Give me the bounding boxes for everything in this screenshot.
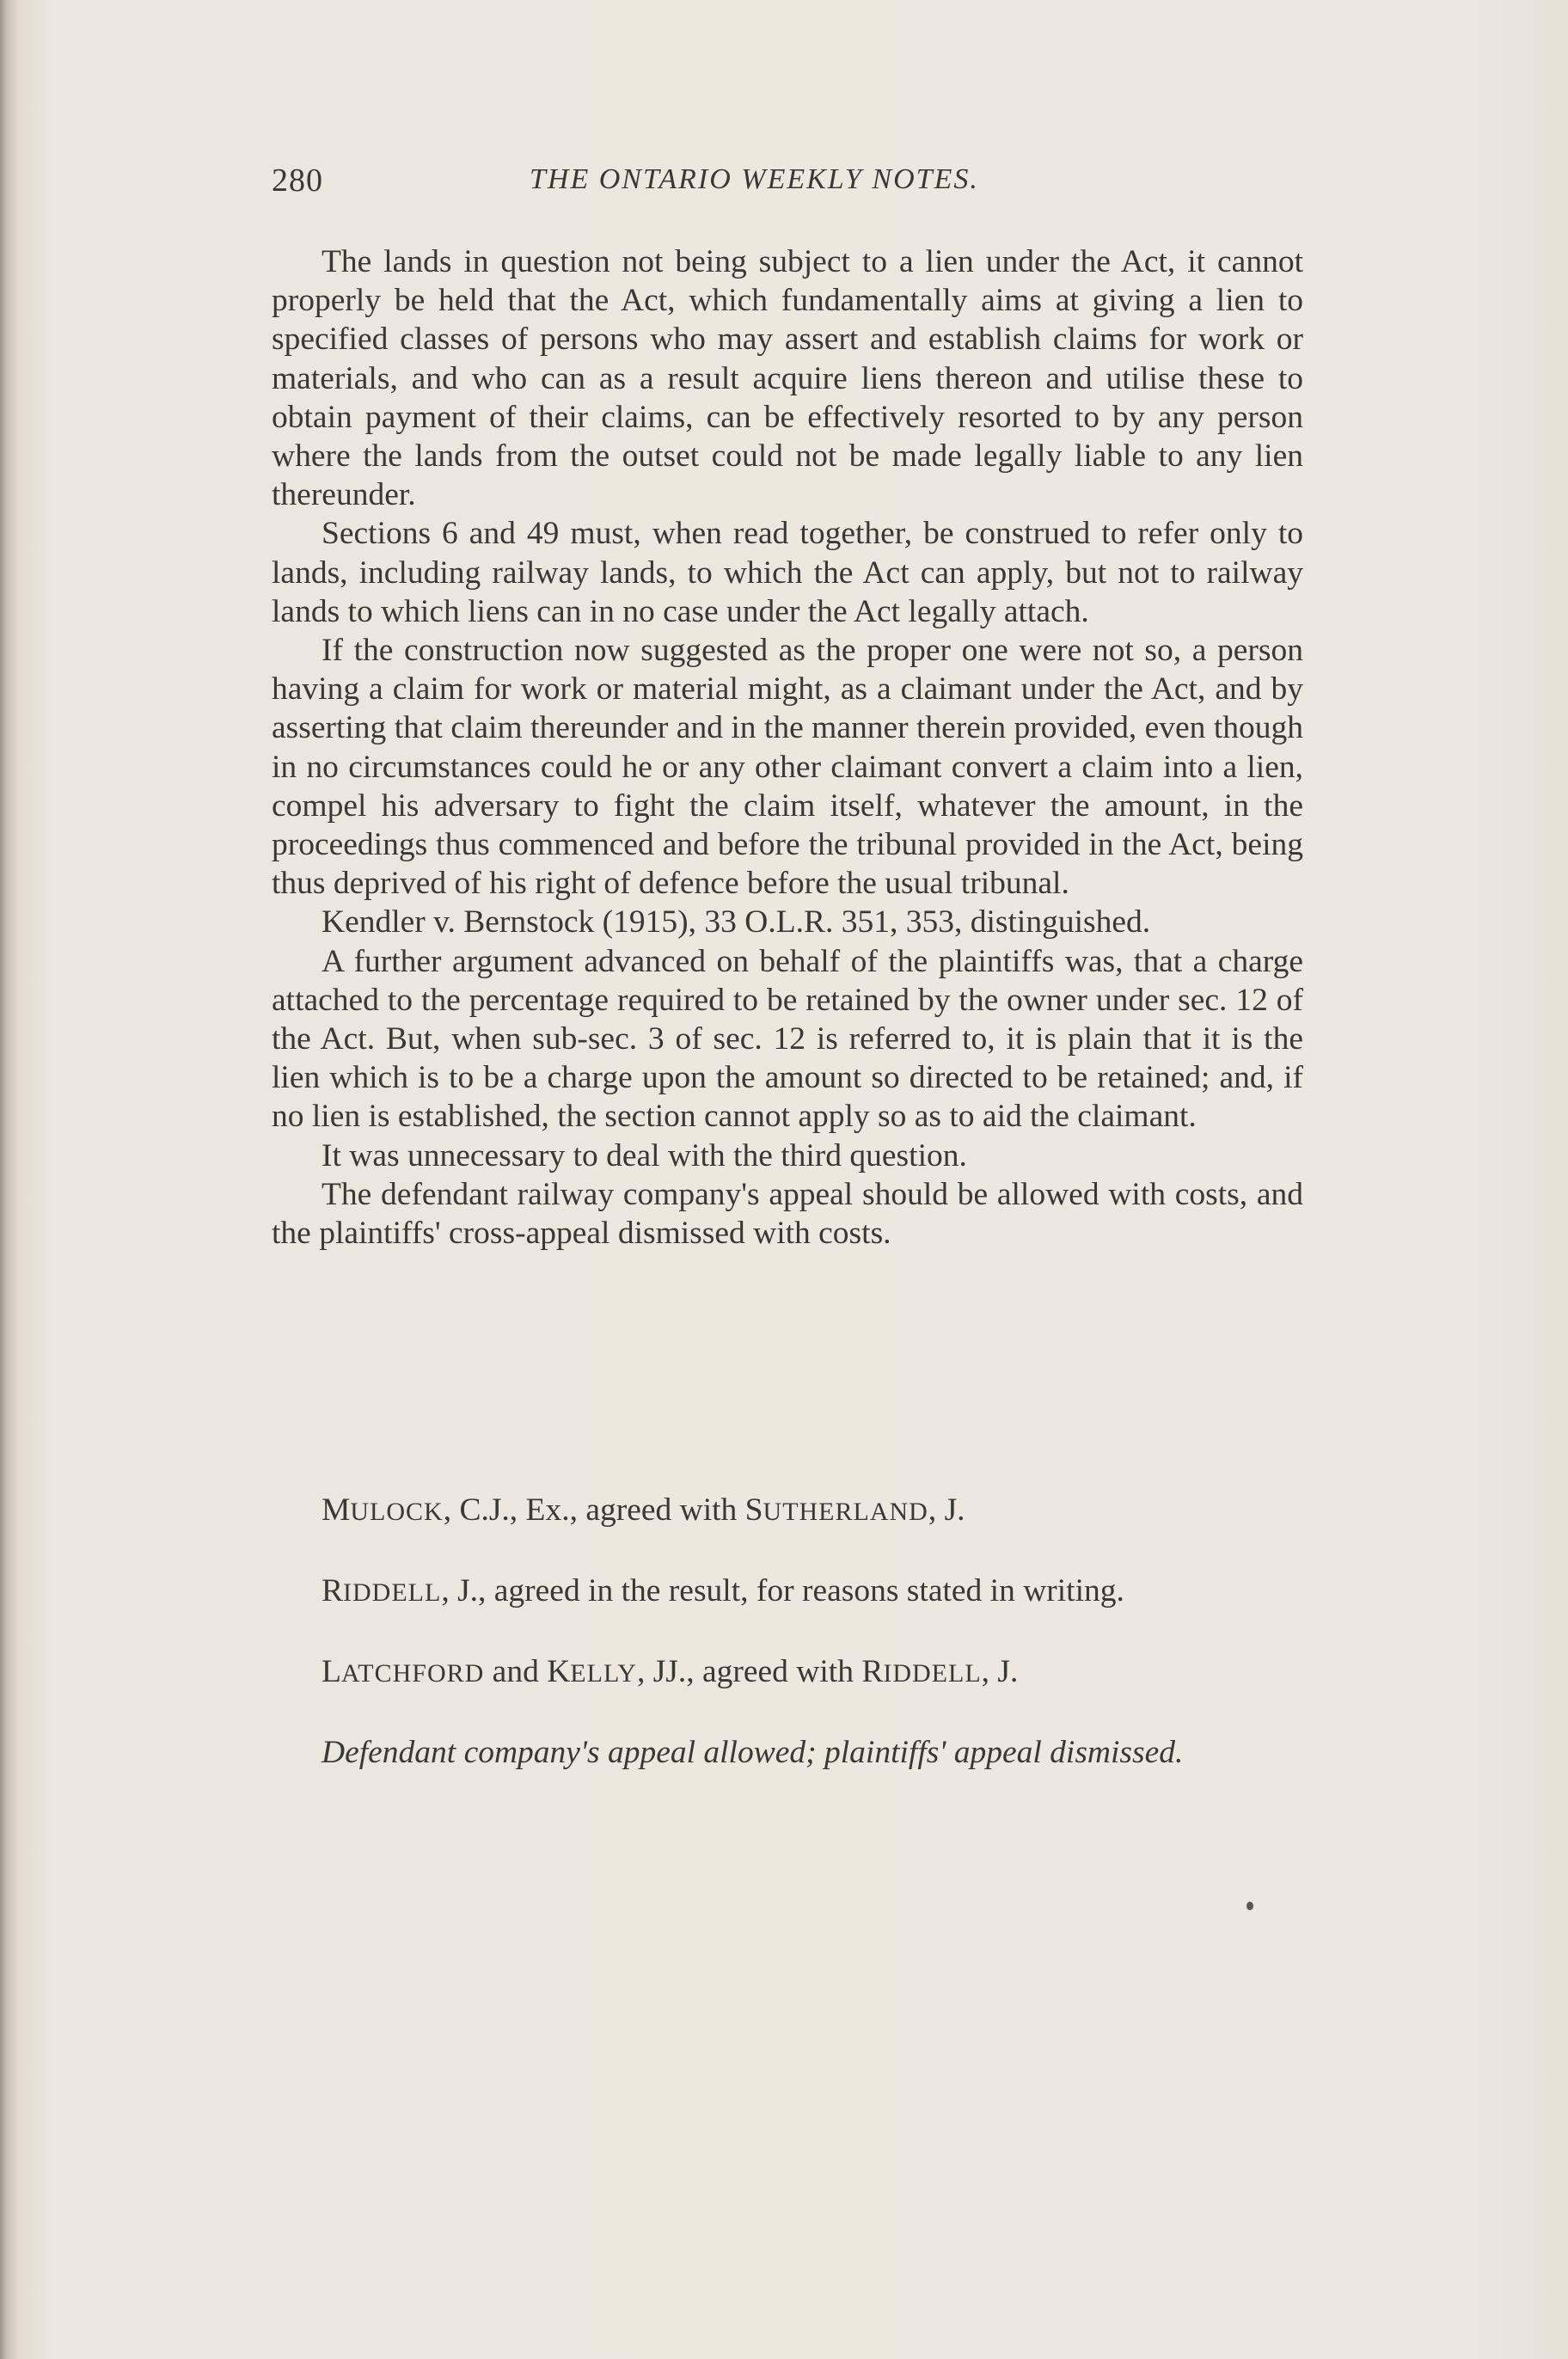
- paragraph-further-argument: A further argument advanced on behalf of the plaintiffs was, that a charge attached to the percentage required to be retained by the owner under sec. 12 of the Act. But, when sub-sec. 3 of sec. 12 is referred to, it is plain that it is the lien which is to be a charge upon the amount so directed to be retained; and, if no lien is established, the section cannot apply so as to aid the claimant.: [272, 943, 1303, 1135]
- disposition: Defendant company's appeal allowed; plaintiffs' appeal dismissed.: [322, 1735, 1184, 1770]
- page-number: 280: [272, 162, 323, 199]
- paragraph-construction: If the construction now suggested as the proper one were not so, a person having a claim for work or material might, as a claimant under the Act, and by asserting that claim thereunder and in the manner therein provided, even though in no circumstances could he or any other claimant convert a claim into a lien, compel his adversary to fight the claim itself, whatever the amount, in the proceedings thus commenced and before the tribunal provided in the Act, being thus deprived of his right of defence before the usual tribunal.: [272, 633, 1303, 902]
- paragraph-third-question: It was unnecessary to deal with the third question.: [322, 1137, 967, 1173]
- page-header: [272, 162, 1305, 213]
- running-head: THE ONTARIO WEEKLY NOTES.: [530, 163, 979, 195]
- judge-line-latchford-kelly: LATCHFORD and KELLY, JJ., agreed with RIDDELL, J.: [322, 1654, 1019, 1689]
- paragraph-sections-6-and-49: Sections 6 and 49 must, when read together, be construed to refer only to lands, including railway lands, to which the Act can apply, but not to railway lands to which liens can in no case under the Act legally attach.: [272, 516, 1303, 629]
- ink-speck: [1246, 1902, 1253, 1910]
- paragraph-lands-not-subject: The lands in question not being subject to a lien under the Act, it cannot properly be held that the Act, which fundamentally aims at giving a lien to specified classes of persons who may assert and establish claims for work or materials, and who can as a result acquire liens thereon and utilise these to obtain payment of their claims, can be effectively resorted to by any person where the lands from the outset could not be made legally liable to any lien thereunder.: [272, 244, 1303, 513]
- paragraph-kendler-case: Kendler v. Bernstock (1915), 33 O.L.R. 351, 353, distinguished.: [322, 904, 1151, 941]
- body-text: [272, 242, 1303, 1253]
- judge-line-mulock: MULOCK, C.J., Ex., agreed with SUTHERLAND, J.: [322, 1492, 965, 1528]
- judges-opinions: [272, 1491, 1320, 1812]
- paragraph-conclusion: The defendant railway company's appeal should be allowed with costs, and the plaintiffs' cross-appeal dismissed with costs.: [272, 1176, 1303, 1252]
- judge-line-riddell: RIDDELL, J., agreed in the result, for reasons stated in writing.: [322, 1573, 1124, 1608]
